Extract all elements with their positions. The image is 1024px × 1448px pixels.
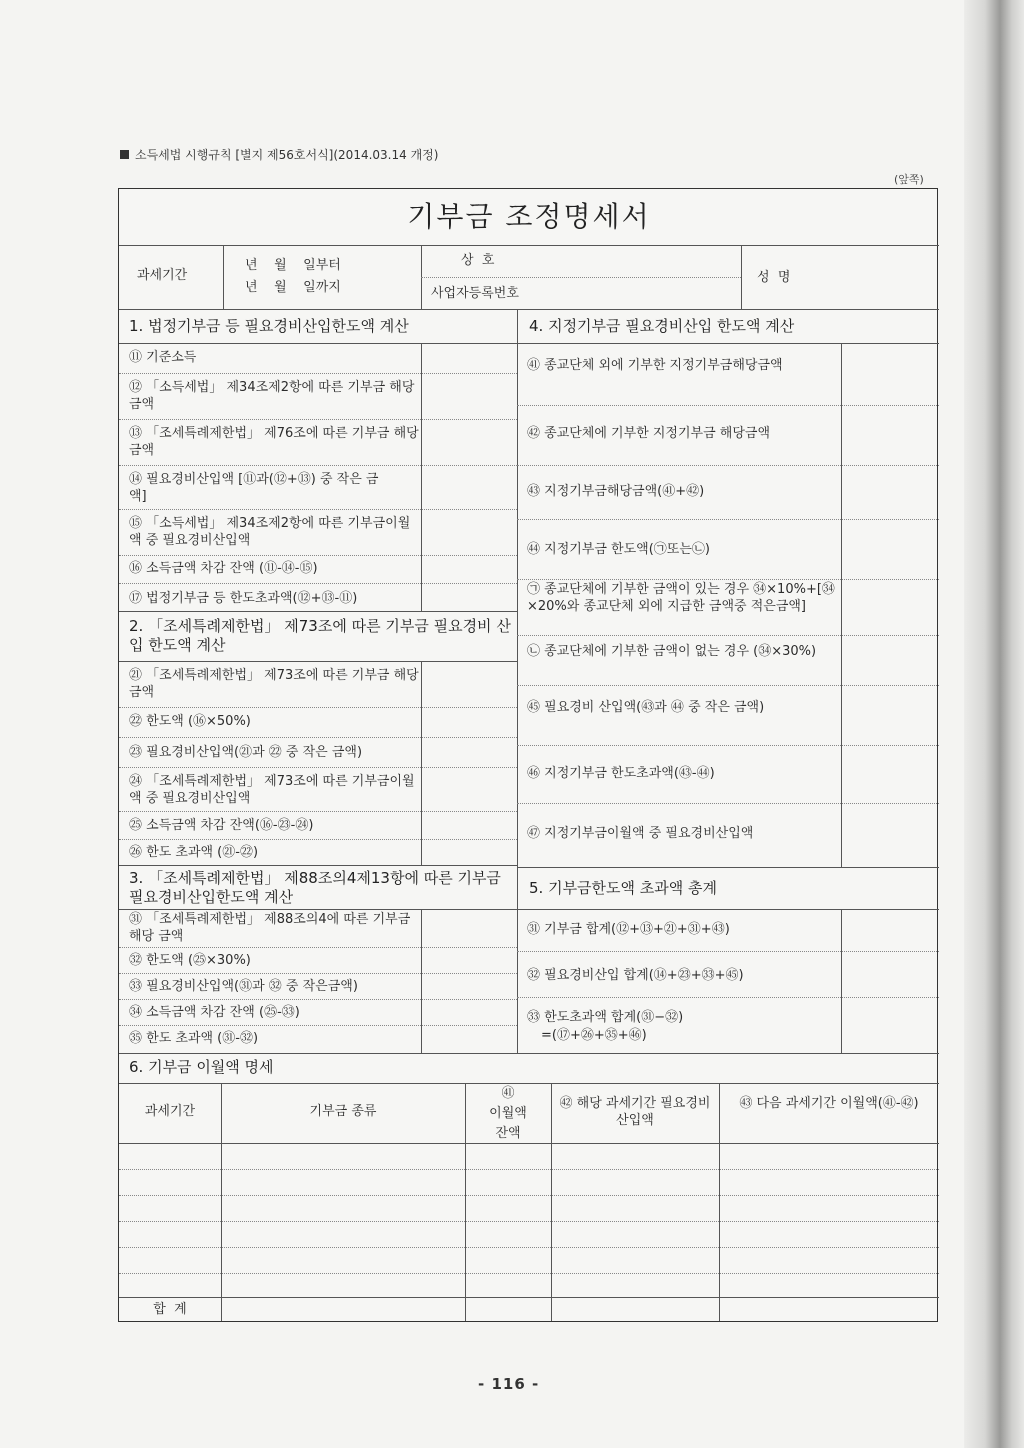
- divider: [119, 947, 517, 948]
- table-row: [119, 1247, 939, 1248]
- divider: [119, 865, 517, 866]
- table-row: [119, 1195, 939, 1196]
- item-33: ㉝ 필요경비산입액(㉛과 ㉜ 중 작은금액): [129, 979, 358, 994]
- divider: [421, 343, 422, 611]
- item-46: ㊻ 지정기부금 한도초과액(㊸-㊹): [527, 766, 715, 781]
- divider: [119, 1053, 939, 1054]
- divider: [517, 465, 939, 466]
- square-bullet-icon: [120, 150, 129, 159]
- divider: [119, 309, 939, 310]
- col-next-carryover: ㊸ 다음 과세기간 이월액(㊶-㊷): [739, 1096, 919, 1111]
- item-23: ㉓ 필요경비산입액(㉑과 ㉒ 중 작은 금액): [129, 745, 363, 760]
- divider: [119, 465, 517, 466]
- divider: [119, 909, 517, 910]
- company-label: 상 호: [461, 253, 495, 268]
- item-22: ㉒ 한도액 (⑯×50%): [129, 714, 251, 729]
- item-53: ㉝ 한도초과액 합계(㉛−㉜): [527, 1010, 684, 1025]
- item-52: ㉜ 필요경비산입 합계(⑭+㉓+㉝+㊺): [527, 968, 744, 983]
- col-balance-num: ㊶: [501, 1086, 515, 1101]
- section6-title: 6. 기부금 이월액 명세: [129, 1058, 274, 1076]
- divider: [119, 343, 517, 344]
- divider: [119, 583, 517, 584]
- regulation-header: [120, 146, 438, 163]
- section4-title: 4. 지정기부금 필요경비산입 한도액 계산: [529, 317, 795, 335]
- item-11: ⑪ 기준소득: [129, 350, 197, 365]
- divider: [517, 745, 939, 746]
- divider: [119, 1297, 939, 1298]
- divider: [119, 707, 517, 708]
- section2-title: 2. 「조세특례제한법」 제73조에 따른 기부금 필요경비 산입 한도액 계산: [129, 617, 511, 654]
- item-25: ㉕ 소득금액 차감 잔액(⑯-㉓-㉔): [129, 818, 314, 833]
- divider: [841, 909, 842, 1053]
- item-14: ⑭ 필요경비산입액 [⑪과(⑫+⑬) 중 작은 금액]: [129, 472, 379, 504]
- table-row: [119, 1273, 939, 1274]
- divider: [119, 737, 517, 738]
- item-32: ㉜ 한도액 (㉕×30%): [129, 953, 251, 968]
- item-51: ㉛ 기부금 합계(⑫+⑬+㉑+㉛+㊸): [527, 922, 730, 937]
- divider: [741, 245, 742, 309]
- divider: [841, 343, 842, 867]
- divider: [119, 611, 517, 612]
- item-35: ㉟ 한도 초과액 (㉛-㉜): [129, 1031, 259, 1046]
- period-to: 년 월 일까지: [245, 280, 341, 295]
- divider: [517, 685, 939, 686]
- divider: [421, 909, 422, 1053]
- item-45: ㊺ 필요경비 산입액(㊸과 ㊹ 중 작은 금액): [527, 700, 765, 715]
- divider: [517, 803, 939, 804]
- section3-title: 3. 「조세특례제한법」 제88조의4제13항에 따른 기부금 필요경비산입한도액 계산: [129, 869, 501, 906]
- table-row: [119, 1221, 939, 1222]
- divider: [223, 245, 224, 309]
- item-13: ⑬ 「조세특례제한법」 제76조에 따른 기부금 해당 금액: [129, 426, 419, 458]
- divider: [517, 997, 939, 998]
- divider: [517, 309, 518, 1053]
- item-42: ㊷ 종교단체에 기부한 지정기부금 해당금액: [527, 426, 771, 441]
- page-number: - 116 -: [478, 1375, 540, 1393]
- divider: [119, 973, 517, 974]
- divider: [119, 999, 517, 1000]
- col-current-deduction: ㊷ 해당 과세기간 필요경비산입액: [559, 1096, 711, 1128]
- item-26: ㉖ 한도 초과액 (㉑-㉒): [129, 845, 259, 860]
- col-balance-label-2: 잔액: [495, 1126, 521, 1141]
- item-31: ㉛ 「조세특례제한법」 제88조의4에 따른 기부금 해당 금액: [129, 912, 411, 944]
- divider: [119, 1143, 939, 1144]
- divider: [517, 867, 939, 868]
- regulation-text: 소득세법 시행규칙 [별지 제56호서식](2014.03.14 개정): [135, 148, 439, 162]
- total-label: 합 계: [153, 1302, 187, 1317]
- divider: [119, 661, 517, 662]
- item-41: ㊶ 종교단체 외에 기부한 지정기부금해당금액: [527, 358, 783, 373]
- divider: [517, 909, 939, 910]
- divider: [119, 245, 939, 246]
- divider: [517, 519, 939, 520]
- form-title: 기부금 조정명세서: [407, 200, 651, 233]
- item-12: ⑫ 「소득세법」 제34조제2항에 따른 기부금 해당 금액: [129, 380, 415, 412]
- item-21: ㉑ 「조세특례제한법」 제73조에 따른 기부금 해당 금액: [129, 668, 419, 700]
- divider: [119, 509, 517, 510]
- divider: [517, 635, 939, 636]
- col-period: 과세기간: [144, 1104, 196, 1119]
- col-donation-type: 기부금 종류: [309, 1104, 377, 1119]
- divider: [119, 419, 517, 420]
- section1-title: 1. 법정기부금 등 필요경비산입한도액 계산: [129, 317, 409, 335]
- divider: [119, 373, 517, 374]
- divider: [119, 839, 517, 840]
- divider: [119, 1025, 517, 1026]
- divider: [119, 555, 517, 556]
- divider: [517, 343, 939, 344]
- biz-reg-label: 사업자등록번호: [431, 286, 519, 301]
- item-17: ⑰ 법정기부금 등 한도초과액(⑫+⑬-⑪): [129, 591, 358, 606]
- period-label: 과세기간: [137, 268, 188, 283]
- item-a: ㉠ 종교단체에 기부한 금액이 있는 경우 ㉞×10%+[㉞×20%와 종교단체 외에 지급한 금액중 적은금액]: [527, 582, 835, 614]
- item-43: ㊸ 지정기부금해당금액(㊶+㊷): [527, 484, 705, 499]
- divider: [551, 1083, 552, 1321]
- book-spine-shadow: [964, 0, 1024, 1448]
- item-16: ⑯ 소득금액 차감 잔액 (⑪-⑭-⑮): [129, 561, 318, 576]
- item-15: ⑮ 「소득세법」 제34조제2항에 따른 기부금이월액 중 필요경비산입액: [129, 516, 411, 548]
- item-b: ㉡ 종교단체에 기부한 금액이 없는 경우 (㉞×30%): [527, 644, 817, 659]
- name-label: 성 명: [757, 270, 791, 285]
- divider: [517, 579, 939, 580]
- item-44: ㊹ 지정기부금 한도액(㉠또는㉡): [527, 542, 710, 557]
- divider: [119, 767, 517, 768]
- front-side-mark: (앞쪽): [894, 173, 924, 186]
- divider: [119, 1083, 939, 1084]
- item-53-formula: =(⑰+㉖+㉟+㊻): [541, 1028, 647, 1043]
- item-24: ㉔ 「조세특례제한법」 제73조에 따른 기부금이월액 중 필요경비산입액: [129, 774, 415, 806]
- divider: [517, 951, 939, 952]
- col-balance-label: 이월액: [489, 1106, 527, 1121]
- donation-adjustment-form: [118, 188, 938, 1322]
- item-34: ㉞ 소득금액 차감 잔액 (㉕-㉝): [129, 1005, 300, 1020]
- divider: [517, 405, 939, 406]
- divider: [421, 661, 422, 865]
- period-from: 년 월 일부터: [245, 258, 341, 273]
- divider: [119, 811, 517, 812]
- divider: [719, 1083, 720, 1321]
- item-47: ㊼ 지정기부금이월액 중 필요경비산입액: [527, 826, 754, 841]
- section5-title: 5. 기부금한도액 초과액 총계: [529, 879, 718, 897]
- divider: [421, 277, 741, 278]
- table-row: [119, 1169, 939, 1170]
